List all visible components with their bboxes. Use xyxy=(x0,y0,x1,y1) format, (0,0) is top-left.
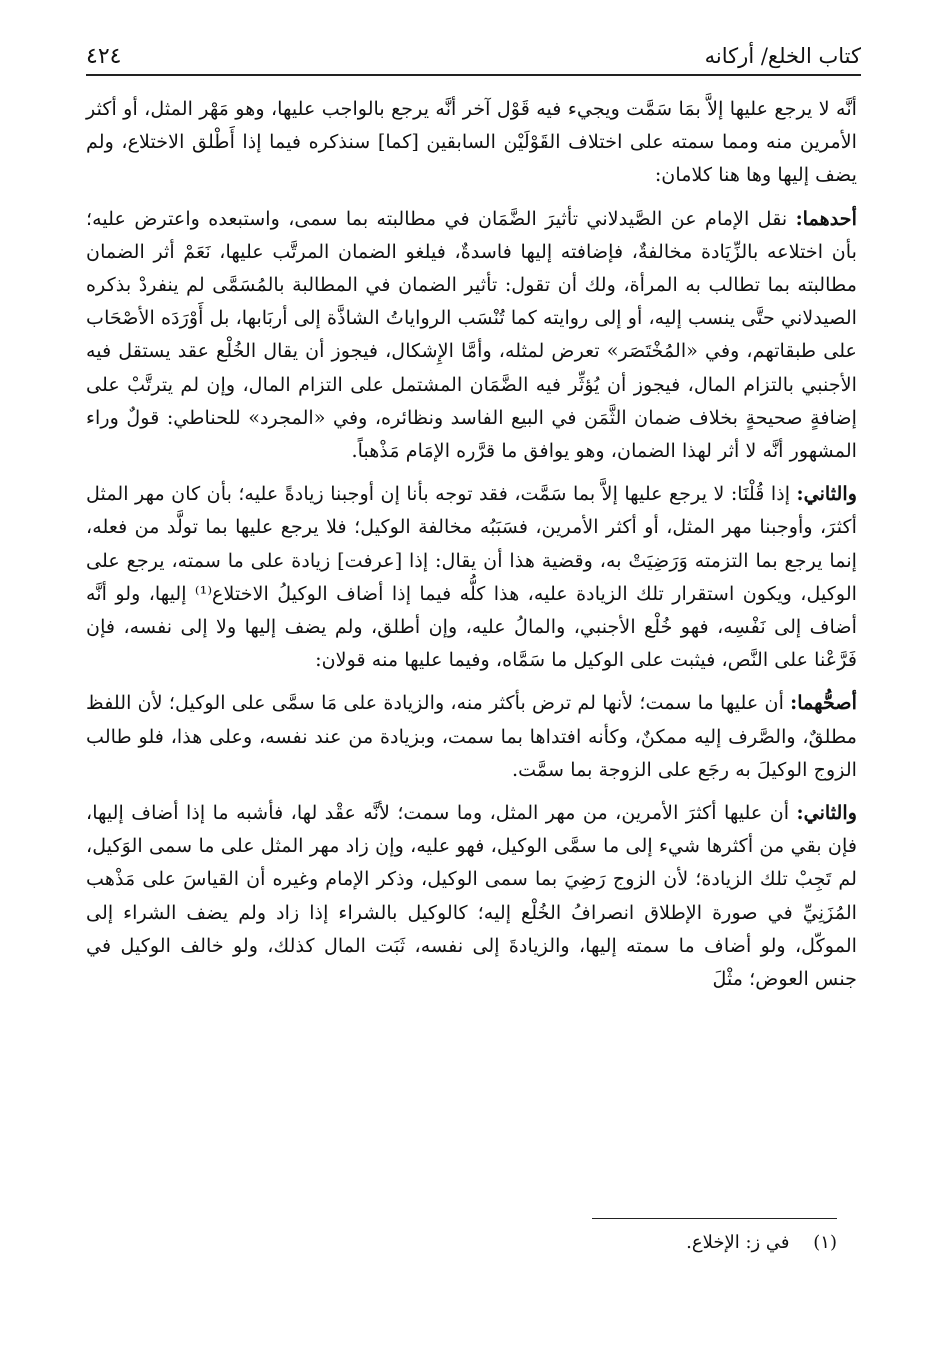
paragraph-1 xyxy=(86,92,857,192)
footnote-text: في ز: الإخلاع. xyxy=(686,1232,790,1253)
paragraph-3 xyxy=(86,477,857,676)
paragraph-4 xyxy=(86,686,857,786)
footnote xyxy=(686,1232,837,1253)
page-number: ٤٢٤ xyxy=(86,43,122,69)
paragraph-text: إذا قُلْنَا: لا يرجع عليها إلاَّ بما سَمَّت، فقد توجه بأنا إن أوجبنا زيادةً عليه؛ بأن كان مهر المثل أكثرَ، وأوجبنا مهر المثل، أو أكثر الأمرين، فسَبَبُه مخالفة الوكيل؛ فلا يرجع عليها بما تولَّد من فعله، إنما يرجع بما التزمته وَرَضِيَتْ به، وقضية هذا أن يقال: إذا [عرفت] زيادة على ما سمته، يرجع على الوكيل، ويكون استقرار تلك الزيادة عليه، هذا كلُّه فيما إذا أضاف الوكيلُ الاختلاع⁽¹⁾ إليها، ولو أنَّه أضاف إلى نَفْسِه، فهو خُلْع الأجنبي، والمالُ عليه، وإن أطلق، ولم يضف إليها ولا إلى نفسه، فإن فَرَّعْنا على النَّص، فيثبت على الوكيل ما سَمَّاه، وفيما عليها منه قولان: xyxy=(86,482,857,672)
paragraph-text: أن عليها ما سمت؛ لأنها لم ترض بأكثر منه، والزيادة على مَا سمَّى على الوكيل؛ لأن اللفظ مطلقٌ، والصَّرف إليه ممكنٌ، وكأنه افتداها بما سمت، وبزيادة من عند نفسه، وعلى هذا، فلو طالب الزوج الوكيلَ به رجَع على الزوجة بما سمَّت. xyxy=(86,691,857,781)
paragraph-term: والثاني: xyxy=(796,482,857,506)
paragraph-text: أنَّه لا يرجع عليها إلاَّ بمَا سَمَّت ويجيء فيه قَوْل آخر أنَّه يرجع بالواجب عليها، وهو مَهْر المثل، أو أكثر الأمرين منه ومما سمته على اختلاف القَوْلَيْن السابقين [كما] سنذكره فيما إذا أَطْلق الاختلاع، ولم يضف إليها وها هنا كلامان: xyxy=(86,97,857,187)
paragraph-text: نقل الإمام عن الصَّيدلاني تأثيرَ الضَّمَان في مطالبته بما سمى، واستبعده واعترض عليه؛ بأن اختلاعه بالزِّيَادة مخالفةٌ، فإضافته إليها فاسدةٌ، فيلغو الضمان المرتَّب عليها، نَعَمْ أثر الضمان مطالبته بما تطالب به المرأة، ولك أن تقول: تأثير الضمان في المطالبة بالمُسَمَّى لم ينفردْ بذكره الصيدلاني حتَّى ينسب إليه، أو إلى روايته كما تُنْسَب الرواياتُ الشاذَّة إلى أربَابها، بل أَوْرَدَه الأصْحَاب على طبقاتهم، وفي «المُخْتَصَر» تعرض لمثله، وأمَّا الإِشكال، فيجوز أن يقال الخُلْع عقد يستقل فيه الأجنبي بالتزام المال، فيجوز أن يُؤثِّر فيه الضَّمَان المشتمل على التزام المال، وإن لم يترتَّبْ على إضافةٍ صحيحةٍ بخلاف ضمان الثَّمَن في البيع الفاسد ونظائره، وفي «المجرد» للحناطي: قولٌ وراء المشهور أنَّه لا أثر لهذا الضمان، وهو يوافق ما قرَّره الإمَام مَذْهباً. xyxy=(86,206,857,463)
paragraph-term: أحدهما: xyxy=(795,206,857,230)
main-text xyxy=(86,92,857,1005)
paragraph-text: أن عليها أكثرَ الأمرين، من مهر المثل، وما سمت؛ لأنَّه عقْد لها، فأشبه ما إذا أضاف إليها، فإن بقي من أكثرها شيء إلى ما سمَّى الوكيل، فهو عليه، وإن زاد مهر المثل على ما سمى الوَكيل، لم تَجِبْ تلك الزيادة؛ لأن الزوج رَضِيَ بما سمى الوكيل، وذكر الإمام وغيره أن القياسَ على مَذْهب المُزَنِيِّ في صورة الإطلاق انصرافُ الخُلْع إليه؛ كالوكيل بالشراء إذا زاد ولم يضف الشراء إلى الموكّل، ولو أضاف ما سمته إليها، والزيادةَ إلى نفسه، ثَبَت المال كذلك، ولو خالف الوكيل في جنس العوض؛ مثْلَ xyxy=(86,801,857,991)
paragraph-2 xyxy=(86,202,857,468)
page-header xyxy=(86,38,861,76)
paragraph-term: أصحُّهما: xyxy=(790,691,857,715)
footnote-divider xyxy=(592,1218,837,1219)
paragraph-5 xyxy=(86,796,857,995)
running-title: كتاب الخلع/ أركانه xyxy=(704,44,861,68)
paragraph-term: والثاني: xyxy=(796,801,857,825)
footnote-number: (١) xyxy=(813,1232,837,1253)
